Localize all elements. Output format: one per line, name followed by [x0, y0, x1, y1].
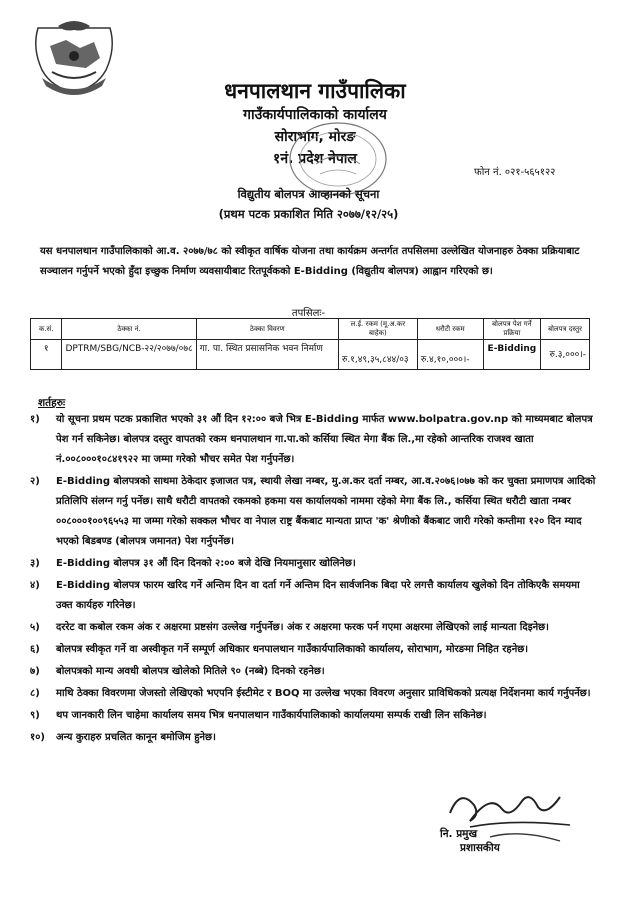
term-text: थप जानकारी लिन चाहेमा कार्यालय समय भित्र धनपालथान गाउँकार्यपालिकाको कार्यालयमा सम्पर्क राखी लिन सकिनेछ। — [56, 710, 487, 721]
nepal-emblem-icon — [28, 18, 120, 96]
cell-sn: १ — [31, 340, 62, 370]
col-header-fee: बोलपत्र दस्तुर — [541, 319, 590, 340]
intro-paragraph: यस धनपालथान गाउँपालिकाको आ.व. २०७७/७८ को स्वीकृत वार्षिक योजना तथा कार्यक्रम अन्तर्गत तपसिलमा उल्लेखित योजनाहरु ठेक्का प्रक्रियाबाट सञ्चालन गर्नुपर्ने भएको हुँदा इच्छुक निर्माण व्यवसायीबाट रितपूर्वकको E-Bidding (विद्युतीय बोलपत्र) आह्वान गरिएको छ। — [40, 246, 580, 277]
terms-heading: शर्तहरुः — [38, 397, 66, 409]
signatory-title: प्रशासकीय — [460, 842, 500, 854]
details-label: तपसिलः- — [291, 308, 326, 319]
list-item — [30, 618, 596, 638]
term-text: E-Bidding बोलपत्रको साथमा ठेकेदार इजाजत पत्र, स्थायी लेखा नम्बर, मु.अ.कर दर्ता नम्बर, आ.व.२०७६।०७७ को कर चुक्ता प्रमाणपत्र आदिको प्रतिलिपि संलग्न गर्नु पर्नेछ। साथै धरौटी वापतको रकमको हकमा यस कार्यालयको नाममा रहेको मेगा बैंक लि., कर्सिया स्थित धरौटी खाता नम्बर ००८०००१००९६५५३ मा जम्मा गरेको सक्कल भौचर वा नेपाल राष्ट्र बैंकबाट मान्यता प्राप्त 'क' श्रेणीको बैंकबाट जारी गरेको कम्तीमा १२० दिन म्याद भएको बिडबण्ड (बोलपत्र जमानत) पेश गर्नुपर्नेछ। — [56, 476, 596, 547]
term-text: बोलपत्रको मान्य अवधी बोलपत्र खोलेको मितिले ९० (नब्बे) दिनको रहनेछ। — [56, 666, 325, 677]
list-item — [30, 706, 596, 726]
term-text: माथि ठेक्का विवरणमा जेजस्तो लेखिएको भएपनि ईस्टीमेट र BOQ मा उल्लेख भएका विवरण अनुसार प्राविधिकको प्रत्यक्ष निर्देशनमा कार्य गर्नुपर्नेछ। — [56, 688, 591, 699]
contract-table — [30, 318, 590, 370]
list-item — [30, 662, 596, 682]
signature-icon — [430, 783, 590, 853]
term-number: १) — [30, 414, 40, 425]
office-address: सोराभाग, मोरङ — [274, 129, 356, 145]
term-text: बोलपत्र स्वीकृत गर्ने वा अस्वीकृत गर्ने सम्पूर्ण अधिकार धनपालथान गाउँकार्यपालिकाको कार्यालय, सोराभाग, मोरङमा निहित रहनेछ। — [56, 644, 529, 655]
municipality-title: धनपालथान गाउँपालिका — [224, 79, 406, 103]
list-item — [30, 684, 596, 704]
list-item — [30, 728, 596, 748]
list-item — [30, 554, 596, 574]
province-name: १नं. प्रदेश नेपाल — [273, 151, 357, 167]
cell-process: E-Bidding — [483, 340, 540, 370]
cell-deposit: रु.४,१०,०००।- — [417, 340, 483, 370]
term-number: ५) — [30, 622, 40, 633]
list-item — [30, 410, 596, 470]
term-number: ८) — [30, 688, 40, 699]
col-header-description: ठेक्का विवरण — [196, 319, 338, 340]
term-text: E-Bidding बोलपत्र फारम खरिद गर्ने अन्तिम दिन वा दर्ता गर्ने अन्तिम दिन सार्वजनिक बिदा परे लगत्तै कार्यालय खुलेको दिन तोकिएकै समयमा उक्त कार्यहरु गरिनेछ। — [56, 580, 580, 611]
signatory-name: नि. प्रमुख — [440, 828, 478, 840]
notice-subtitle: (प्रथम पटक प्रकाशित मिति २०७७/१२/२५) — [218, 207, 399, 221]
cell-fee: रु.३,०००।- — [541, 340, 590, 370]
term-text: अन्य कुराहरु प्रचलित कानून बमोजिम हुनेछ। — [56, 732, 216, 743]
list-item — [30, 576, 596, 616]
col-header-deposit: धरौटी रकम — [417, 319, 483, 340]
term-number: ७) — [30, 666, 40, 677]
terms-list — [30, 410, 596, 750]
col-header-estimate: ल.ई. रकम (मू.अ.कर बाहेक) — [338, 319, 417, 340]
term-number: ६) — [30, 644, 40, 655]
term-text: E-Bidding बोलपत्र ३१ औं दिन दिनको २:०० बजे देखि नियमानुसार खोलिनेछ। — [56, 558, 356, 569]
term-number: २) — [30, 476, 40, 487]
list-item — [30, 472, 596, 552]
term-text: यो सूचना प्रथम पटक प्रकाशित भएको ३१ औं दिन १२:०० बजे भित्र E-Bidding मार्फत www.bolpatra.gov.np को माध्यमबाट बोलपत्र पेश गर्न सकिनेछ। बोलपत्र दस्तुर वापतको रकम धनपालथान गा.पा.को कर्सिया स्थित मेगा बैंक लि.,मा रहेको आन्तरिक राजश्व खाता नं.००८०००१०८४१९२२ मा जम्मा गरेको भौचर समेत पेश गर्नुपर्नेछ। — [56, 414, 593, 465]
cell-contract-no: DPTRM/SBG/NCB-२२/२०७७/०७८ — [62, 340, 196, 370]
col-header-sn: क.सं. — [31, 319, 62, 340]
list-item — [30, 640, 596, 660]
table-header-row — [31, 319, 590, 340]
notice-title: विद्युतीय बोलपत्र आव्हानको सूचना — [237, 187, 380, 201]
phone-number: फोन नं. ०२१-५६५१२२ — [474, 167, 556, 178]
table-row — [31, 340, 590, 370]
term-number: ९) — [30, 710, 40, 721]
term-number: ३) — [30, 558, 40, 569]
term-number: १०) — [30, 732, 45, 743]
col-header-contract-no: ठेक्का नं. — [62, 319, 196, 340]
cell-description: गा. पा. स्थित प्रसासनिक भवन निर्माण — [196, 340, 338, 370]
term-text: दररेट वा कबोल रकम अंक र अक्षरमा प्रष्टसंग उल्लेख गर्नुपर्नेछ। अंक र अक्षरमा फरक पर्न गएमा अक्षरमा लेखिएको लाई मान्यता दिइनेछ। — [56, 622, 549, 633]
col-header-process: बोलपत्र पेश गर्ने प्रक्रिया — [483, 319, 540, 340]
term-number: ४) — [30, 580, 40, 591]
cell-estimate: रु.१,४९,३५,८४४/०३ — [338, 340, 417, 370]
office-name: गाउँकार्यपालिकाको कार्यालय — [243, 107, 387, 123]
